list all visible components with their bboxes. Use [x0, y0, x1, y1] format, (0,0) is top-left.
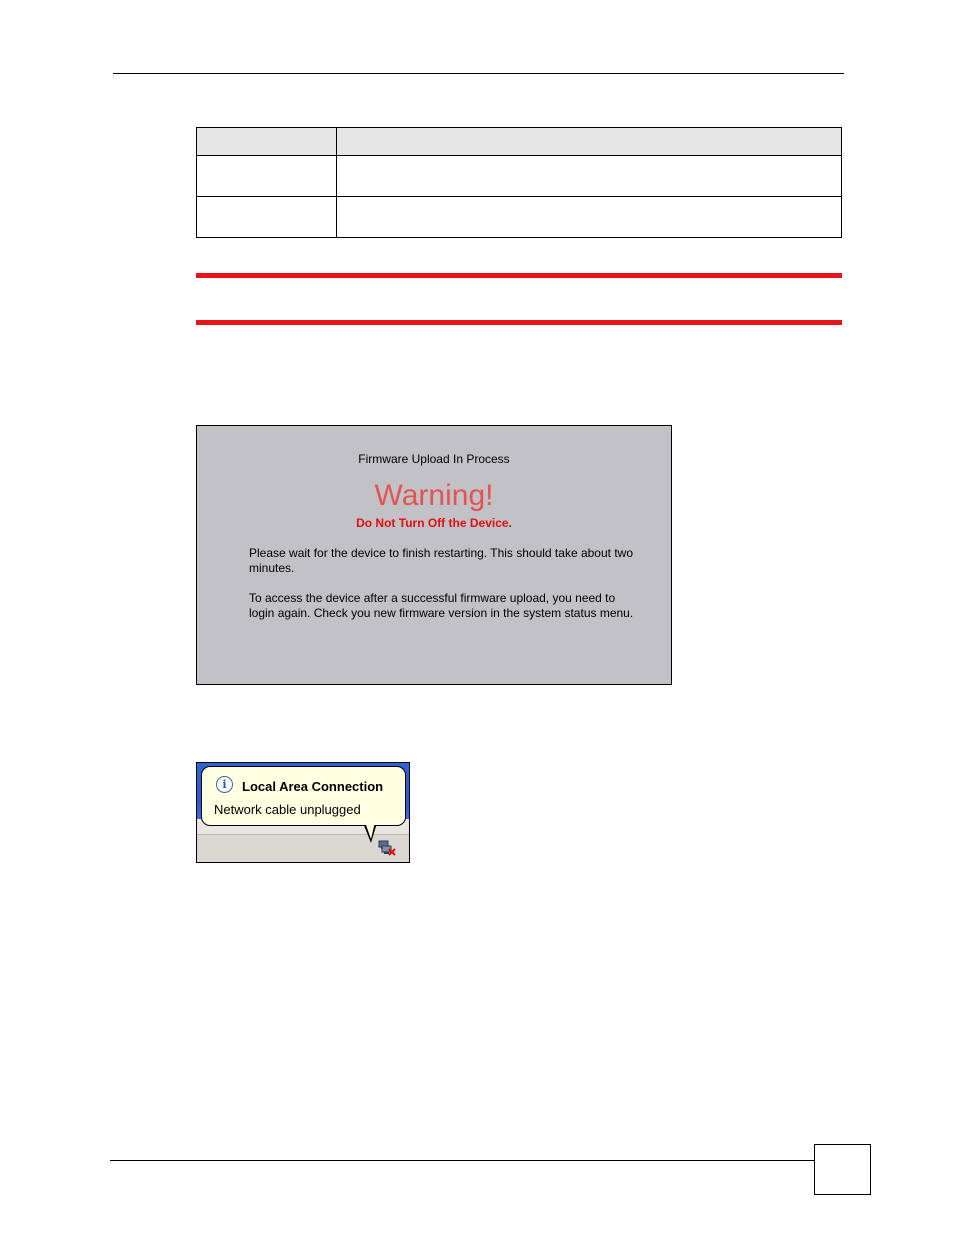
warning-heading: Warning!: [374, 479, 494, 512]
notification-balloon[interactable]: [201, 766, 406, 826]
header-rule: [113, 73, 844, 74]
network-disconnected-icon[interactable]: [378, 839, 396, 857]
balloon-message: Network cable unplugged: [214, 802, 361, 817]
firmware-title: Firmware Upload In Process: [358, 452, 510, 466]
table-row: [197, 156, 842, 197]
balloon-title: Local Area Connection: [242, 779, 384, 794]
footer-rule: [110, 1160, 814, 1161]
firmware-upload-screen: [196, 425, 672, 685]
table-header-cell: [197, 128, 337, 156]
balloon-tail-fill: [365, 822, 375, 839]
table-row: [197, 197, 842, 238]
table-header-cell: [337, 128, 842, 156]
taskbar-notification-area: [196, 762, 410, 863]
table-cell: [197, 156, 337, 197]
table-cell: [197, 197, 337, 238]
table-cell: [337, 197, 842, 238]
warning-rule-top: [196, 273, 842, 278]
parameter-table: [196, 127, 842, 238]
login-again-text: To access the device after a successful firmware upload, you need to login again. Check you new firmware version in the system status menu.: [249, 591, 634, 620]
restart-wait-text: Please wait for the device to finish restarting. This should take about two minutes.: [249, 546, 633, 575]
warning-rule-bottom: [196, 320, 842, 325]
table-cell: [337, 156, 842, 197]
warning-subtitle: Do Not Turn Off the Device.: [356, 516, 512, 530]
info-icon: i: [216, 776, 233, 793]
page-number-box: [814, 1144, 871, 1195]
table-header-row: [197, 128, 842, 156]
